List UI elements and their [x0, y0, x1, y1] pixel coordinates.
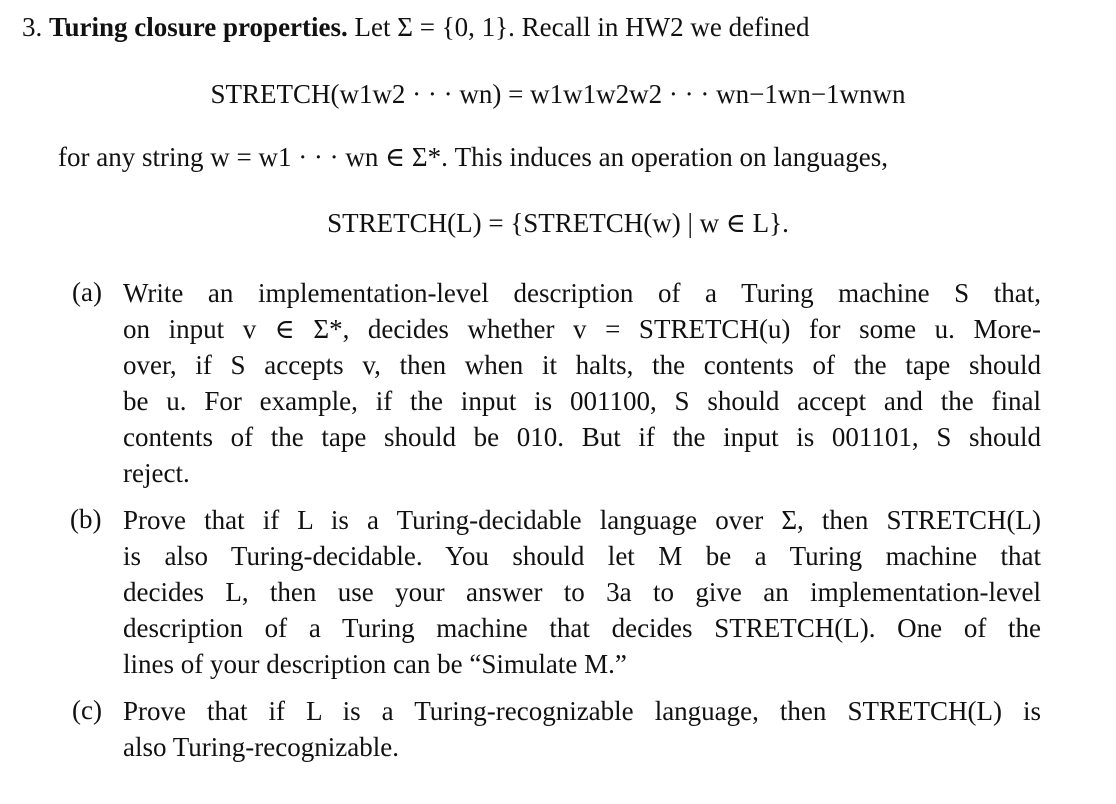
problem-number: 3. — [22, 12, 43, 42]
part-a-line: over, if S accepts v, then when it halts, the contents of the tape should — [123, 350, 1041, 380]
part-b-line: is also Turing-decidable. You should let M be a Turing machine that — [123, 541, 1041, 571]
part-b-label: (b) — [70, 504, 102, 534]
part-a-line: Write an implementation-level description of a Turing machine S that, — [123, 278, 1041, 308]
intro-let: Let — [354, 12, 391, 42]
part-b-text — [123, 502, 1041, 682]
part-c-label: (c) — [72, 695, 102, 725]
part-b-line: Prove that if L is a Turing-decidable language over Σ, then STRETCH(L) — [123, 505, 1041, 535]
part-b-line: lines of your description can be “Simulate M.” — [123, 649, 627, 679]
sigma-definition: Σ = {0, 1}. — [397, 12, 515, 42]
part-a-label: (a) — [72, 277, 102, 307]
stretch-definition — [0, 77, 1116, 111]
problem-header — [22, 10, 810, 44]
for-any-string-line: for any string w = w1 · · · wn ∈ Σ*. This induces an operation on languages, — [58, 142, 888, 172]
part-a-line: on input v ∈ Σ*, decides whether v = STRETCH(u) for some u. More- — [123, 314, 1041, 344]
problem-heading: Turing closure properties. — [49, 12, 348, 42]
language-definition: STRETCH(L) = {STRETCH(w) | w ∈ L}. — [327, 208, 789, 238]
stretch-def-lhs: STRETCH(w1w2 · · · wn) — [210, 79, 502, 109]
part-b-line: decides L, then use your answer to 3a to give an implementation-level — [123, 577, 1041, 607]
intro-recall: Recall in HW2 we defined — [521, 12, 810, 42]
part-a-line: reject. — [123, 458, 190, 488]
stretch-def-rhs: = w1w1w2w2 · · · wn−1wn−1wnwn — [508, 79, 906, 109]
part-a-text — [123, 275, 1041, 491]
part-c-line: Prove that if L is a Turing-recognizable language, then STRETCH(L) is — [123, 696, 1041, 726]
part-c-line: also Turing-recognizable. — [123, 732, 399, 762]
part-b-line: description of a Turing machine that decides STRETCH(L). One of the — [123, 613, 1041, 643]
part-c-text — [123, 693, 1041, 765]
part-a-line: contents of the tape should be 010. But if the input is 001101, S should — [123, 422, 1041, 452]
part-a-line: be u. For example, if the input is 001100, S should accept and the final — [123, 386, 1041, 416]
